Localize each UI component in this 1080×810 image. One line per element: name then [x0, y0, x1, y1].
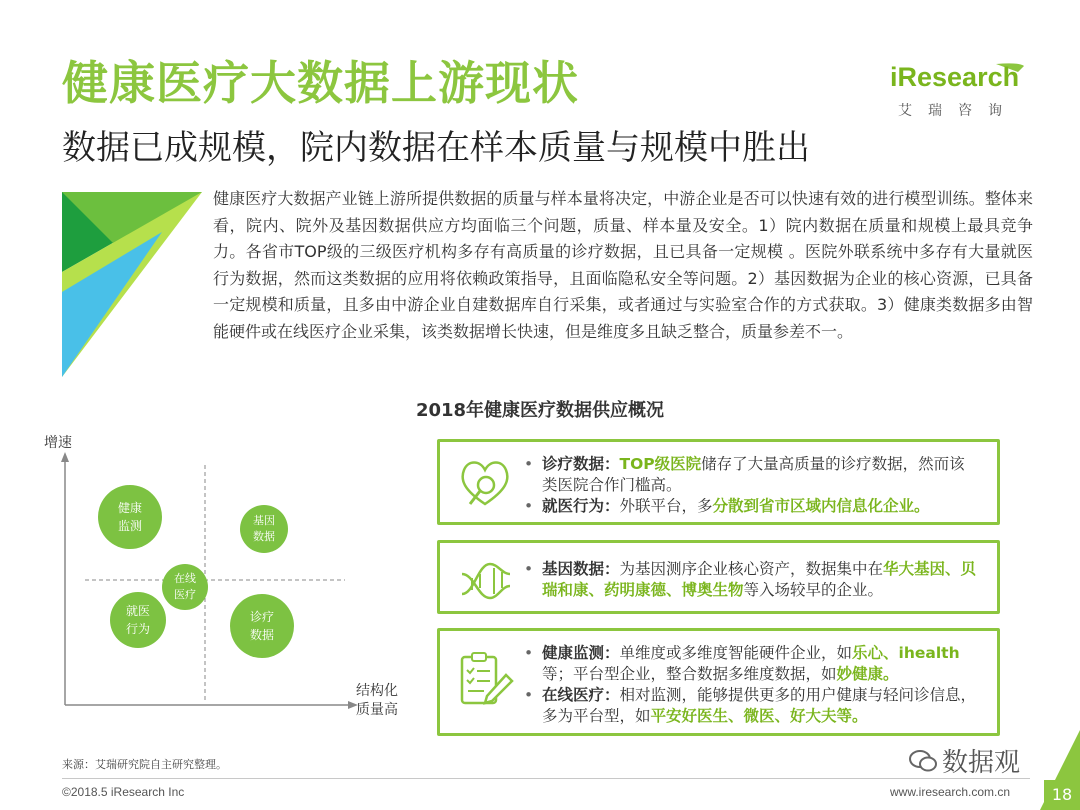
- quadrant-axes: [30, 430, 410, 730]
- bubble-gene-data: [240, 505, 288, 553]
- dna-icon: [454, 548, 516, 610]
- section-title: 2018年健康医疗数据供应概况: [415, 400, 665, 421]
- copyright-text: ©2018.5 iResearch Inc: [62, 785, 185, 799]
- highlight-text: 平安好医生、微医、好大夫等。: [650, 707, 868, 725]
- x-axis-label-line2: 质量高: [356, 702, 398, 718]
- bubble-label: 医疗: [174, 588, 196, 601]
- bubble-label: 就医: [125, 604, 150, 618]
- watermark: [908, 742, 1020, 779]
- logo-text: iResearch: [890, 62, 1020, 92]
- iresearch-logo: [890, 62, 1030, 124]
- highlight-text: 华大基因、贝瑞和康、药明康德、博奥生物: [542, 560, 977, 599]
- bullet-label: 诊疗数据：: [542, 455, 620, 473]
- bullet-label: 健康监测：: [542, 644, 620, 662]
- bullet-label: 基因数据：: [542, 560, 620, 578]
- footer-divider: [62, 778, 1030, 779]
- bullet-text: 为基因测序企业核心资产，数据集中在: [619, 560, 884, 578]
- x-axis-label-line1: 结构化: [356, 683, 398, 699]
- bullet-label: 就医行为：: [542, 497, 620, 515]
- bubble-label: 诊疗: [249, 610, 274, 624]
- bubble-label: 基因: [253, 514, 275, 527]
- highlight-text: 妙健康。: [836, 665, 899, 683]
- list-item: • 就医行为：外联平台，多分散到省市区域内信息化企业。: [524, 497, 930, 515]
- bubble-label: 行为: [125, 622, 150, 636]
- bullet-text: 储存了大量高质量的诊疗数据，然而该类医院合作门槛高。: [542, 455, 965, 494]
- card-diagnosis: [437, 439, 1000, 525]
- heart-magnifier-icon: [454, 452, 516, 514]
- list-item: • 健康监测：单维度或多维度智能硬件企业，如乐心、ihealth等；平台型企业，整合数据多维度数据，如妙健康。: [524, 644, 960, 683]
- bubble-online-medical: [162, 564, 208, 610]
- card-gene: [437, 540, 1000, 614]
- bubble-medical-behavior: [110, 592, 166, 648]
- bullet-text: 等入场较早的企业。: [743, 581, 884, 599]
- checklist-pen-icon: [454, 649, 516, 711]
- highlight-text: TOP级医院: [619, 455, 702, 473]
- bullet-text: 相对监测，能够提供更多的用户健康与轻问诊信息，多为平台型，如: [542, 686, 977, 725]
- source-note: 来源：艾瑞研究院自主研究整理。: [62, 758, 227, 771]
- page-title: 健康医疗大数据上游现状: [62, 56, 579, 110]
- highlight-text: 乐心、ihealth: [852, 644, 960, 662]
- highlight-text: 分散到省市区域内信息化企业。: [712, 497, 930, 515]
- bubble-label: 监测: [117, 519, 142, 533]
- page-subtitle: 数据已成规模，院内数据在样本质量与规模中胜出: [62, 128, 810, 168]
- intro-paragraph: 健康医疗大数据产业链上游所提供数据的质量与样本量将决定，中游企业是否可以快速有效的进行模型训练。整体来看，院内、院外及基因数据供应方均面临三个问题，质量、样本量及安全。1）院内数据在质量和规模上最具竞争力。各省市TOP级的三级医疗机构多存有高质量的诊疗数据，且已具备一定规模 。医院外联系统中多存有大量就医行为数据，然而这类数据的应用将依赖政策指导，且面临隐私安全等问题。2）基因数据为企业的核心资源，已具备一定规模和质量，且多由中游企业自建数据库自行采集，或者通过与实验室合作的方式获取。3）健康类数据多由智能硬件或在线医疗企业采集，该类数据增长快速，但是维度多且缺乏整合，质量参差不一。: [213, 189, 1033, 341]
- bullet-text: 等；平台型企业，整合数据多维度数据，如: [542, 665, 837, 683]
- wechat-icon: [908, 748, 938, 774]
- quadrant-diagram: [30, 430, 410, 730]
- list-item: • 诊疗数据：TOP级医院储存了大量高质量的诊疗数据，然而该类医院合作门槛高。: [524, 455, 965, 494]
- page-number: 18: [1044, 780, 1080, 810]
- bubble-label: 数据: [249, 628, 274, 642]
- bullet-label: 在线医疗：: [542, 686, 620, 704]
- bubble-label: 在线: [174, 572, 196, 585]
- list-item: • 基因数据：为基因测序企业核心资产，数据集中在华大基因、贝瑞和康、药明康德、博奥生物等入场较早的企业。: [524, 560, 977, 599]
- list-item: • 在线医疗：相对监测，能够提供更多的用户健康与轻问诊信息，多为平台型，如平安好医生、微医、好大夫等。: [524, 686, 977, 725]
- bubble-diagnosis-data: [230, 594, 294, 658]
- watermark-text: 数据观: [942, 748, 1021, 778]
- x-axis-label: [356, 682, 398, 720]
- logo-subtext: 艾瑞咨询: [898, 103, 1018, 119]
- bullet-text: 外联平台，多: [619, 497, 713, 515]
- bubble-label: 健康: [117, 501, 142, 515]
- bubble-label: 数据: [253, 530, 275, 543]
- bubble-health-monitoring: [98, 485, 162, 549]
- y-axis-label: 增速: [44, 435, 72, 451]
- website-link[interactable]: www.iresearch.com.cn: [890, 785, 1011, 799]
- bullet-text: 单维度或多维度智能硬件企业，如: [619, 644, 853, 662]
- decorative-triangle-icon: [62, 192, 202, 377]
- card-health: [437, 628, 1000, 736]
